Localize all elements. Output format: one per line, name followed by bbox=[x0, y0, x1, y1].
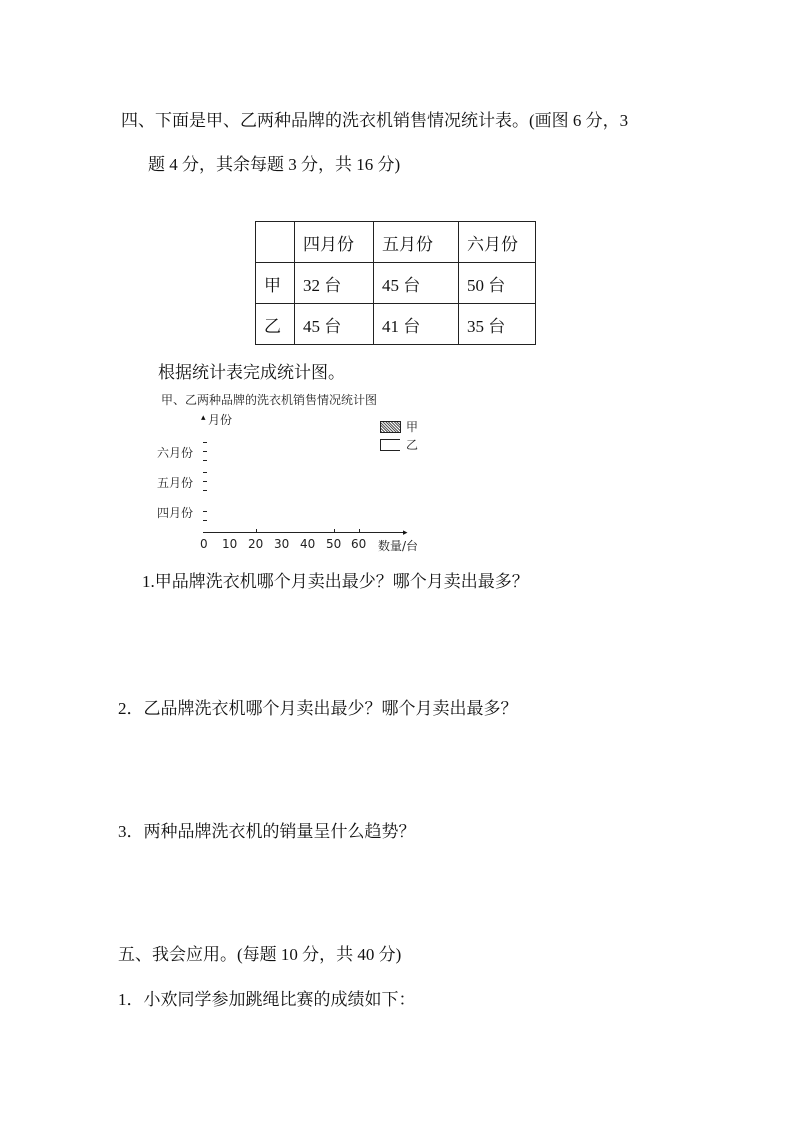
x-tick bbox=[256, 529, 257, 532]
table-cell: 甲 bbox=[256, 263, 295, 304]
question-3: 3．两种品牌洗衣机的销量呈什么趋势？ bbox=[118, 822, 416, 841]
section5-question-1: 1．小欢同学参加跳绳比赛的成绩如下： bbox=[118, 990, 416, 1009]
table-cell: 32 台 bbox=[295, 263, 374, 304]
x-tick-label: 0 bbox=[200, 537, 208, 551]
legend-swatch-empty bbox=[380, 439, 400, 451]
x-axis-line bbox=[203, 532, 406, 533]
y-axis-label: 月份 bbox=[208, 413, 233, 427]
legend-label: 甲 bbox=[406, 420, 419, 434]
y-major-tick bbox=[203, 511, 207, 512]
table-cell: 50 台 bbox=[459, 263, 536, 304]
table-cell: 45 台 bbox=[295, 304, 374, 345]
y-tick-label: 五月份 bbox=[157, 476, 194, 490]
chart-instruction: 根据统计表完成统计图。 bbox=[158, 363, 345, 382]
x-tick-label: 10 bbox=[222, 537, 238, 551]
y-axis-arrow-icon: ▴ bbox=[201, 412, 206, 422]
y-minor-tick bbox=[203, 472, 207, 473]
x-axis-label: 数量/台 bbox=[378, 539, 419, 553]
y-minor-tick bbox=[203, 442, 207, 443]
table-header-cell: 五月份 bbox=[374, 222, 459, 263]
section4-heading-line1: 四、下面是甲、乙两种品牌的洗衣机销售情况统计表。(画图 6 分，3 bbox=[121, 111, 629, 130]
x-tick-label: 40 bbox=[300, 537, 316, 551]
section4-heading-line2: 题 4 分，其余每题 3 分，共 16 分) bbox=[148, 155, 401, 174]
table-cell: 45 台 bbox=[374, 263, 459, 304]
y-major-tick bbox=[203, 481, 207, 482]
table-header-cell: 六月份 bbox=[459, 222, 536, 263]
x-tick bbox=[334, 529, 335, 532]
y-minor-tick bbox=[203, 460, 207, 461]
table-row bbox=[256, 263, 536, 304]
y-tick-label: 六月份 bbox=[157, 446, 194, 460]
chart-title: 甲、乙两种品牌的洗衣机销售情况统计图 bbox=[161, 393, 378, 407]
table-header-cell bbox=[256, 222, 295, 263]
legend-label: 乙 bbox=[406, 438, 419, 452]
table-header-row bbox=[256, 222, 536, 263]
legend-swatch-hatched bbox=[380, 421, 401, 433]
table-cell: 41 台 bbox=[374, 304, 459, 345]
x-tick-label: 30 bbox=[274, 537, 290, 551]
table-header-cell: 四月份 bbox=[295, 222, 374, 263]
section5-heading: 五、我会应用。(每题 10 分，共 40 分) bbox=[118, 945, 402, 964]
table-row bbox=[256, 304, 536, 345]
x-tick-label: 60 bbox=[351, 537, 367, 551]
x-tick-label: 50 bbox=[326, 537, 342, 551]
x-tick-label: 20 bbox=[248, 537, 264, 551]
sales-table bbox=[255, 221, 536, 345]
x-axis-arrow-icon: ▸ bbox=[403, 527, 408, 537]
question-1: 1.甲品牌洗衣机哪个月卖出最少？哪个月卖出最多？ bbox=[142, 572, 529, 591]
y-major-tick bbox=[203, 451, 207, 452]
y-minor-tick bbox=[203, 490, 207, 491]
table-cell: 35 台 bbox=[459, 304, 536, 345]
question-2: 2．乙品牌洗衣机哪个月卖出最少？哪个月卖出最多？ bbox=[118, 699, 518, 718]
y-minor-tick bbox=[203, 520, 207, 521]
table-cell: 乙 bbox=[256, 304, 295, 345]
x-tick bbox=[359, 529, 360, 532]
y-tick-label: 四月份 bbox=[157, 506, 194, 520]
